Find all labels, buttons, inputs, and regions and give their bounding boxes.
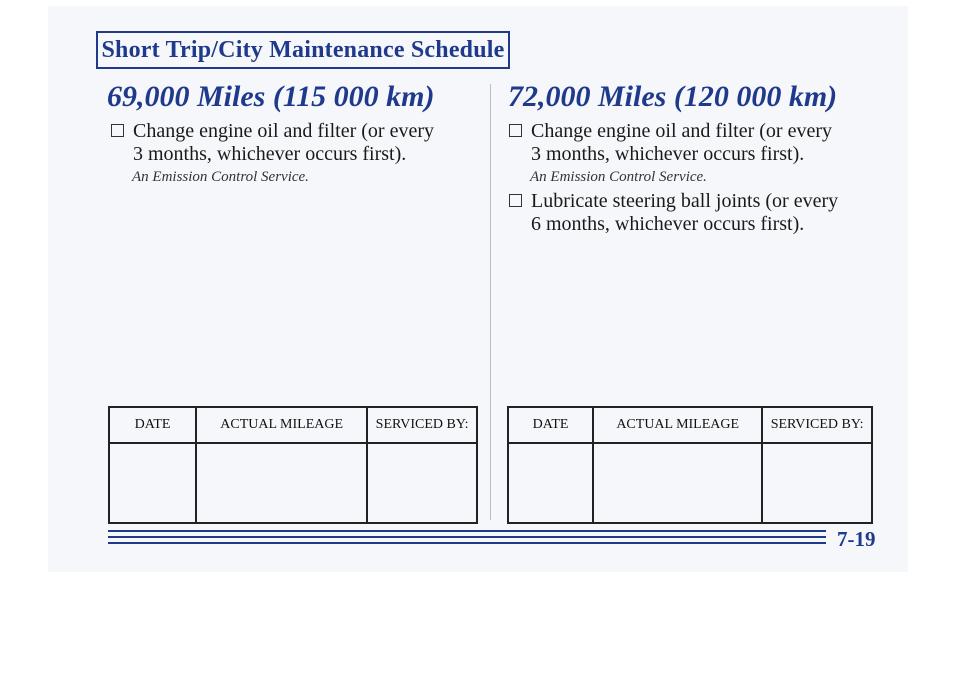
checkbox-icon[interactable] [509,124,522,137]
actual-mileage-header: ACTUAL MILEAGE [593,407,762,443]
footer-rule [108,542,826,544]
task-line-2: 3 months, whichever occurs first). [133,143,407,165]
actual-mileage-cell[interactable] [593,443,762,523]
serviced-by-cell[interactable] [762,443,872,523]
date-header: DATE [508,407,593,443]
page-number: 7-19 [837,527,876,551]
footer-rule [108,536,826,538]
date-header: DATE [109,407,196,443]
task-change-oil-72000 [509,120,849,166]
task-change-oil-69000 [111,120,451,166]
serviced-by-cell[interactable] [367,443,477,523]
service-record-table-right [507,406,873,524]
task-lubricate-ball-joints [509,190,849,236]
checkbox-icon[interactable] [509,194,522,207]
mileage-heading-72000: 72,000 Miles (120 000 km) [508,80,838,113]
actual-mileage-cell[interactable] [196,443,367,523]
date-cell[interactable] [109,443,196,523]
mileage-heading-69000: 69,000 Miles (115 000 km) [107,80,435,113]
task-line-1: Change engine oil and filter (or every [133,120,434,142]
serviced-by-header: SERVICED BY: [762,407,872,443]
service-record-table-left [108,406,478,524]
section-title: Short Trip/City Maintenance Schedule [101,36,505,63]
actual-mileage-header: ACTUAL MILEAGE [196,407,367,443]
checkbox-icon[interactable] [111,124,124,137]
emission-note: An Emission Control Service. [132,169,309,185]
date-cell[interactable] [508,443,593,523]
task-line-2: 3 months, whichever occurs first). [531,143,805,165]
column-divider [490,84,491,520]
section-header [96,31,510,69]
task-line-2: 6 months, whichever occurs first). [531,213,805,235]
footer-rule [108,530,826,532]
task-line-1: Change engine oil and filter (or every [531,120,832,142]
serviced-by-header: SERVICED BY: [367,407,477,443]
task-line-1: Lubricate steering ball joints (or every [531,190,839,212]
emission-note: An Emission Control Service. [530,169,707,185]
